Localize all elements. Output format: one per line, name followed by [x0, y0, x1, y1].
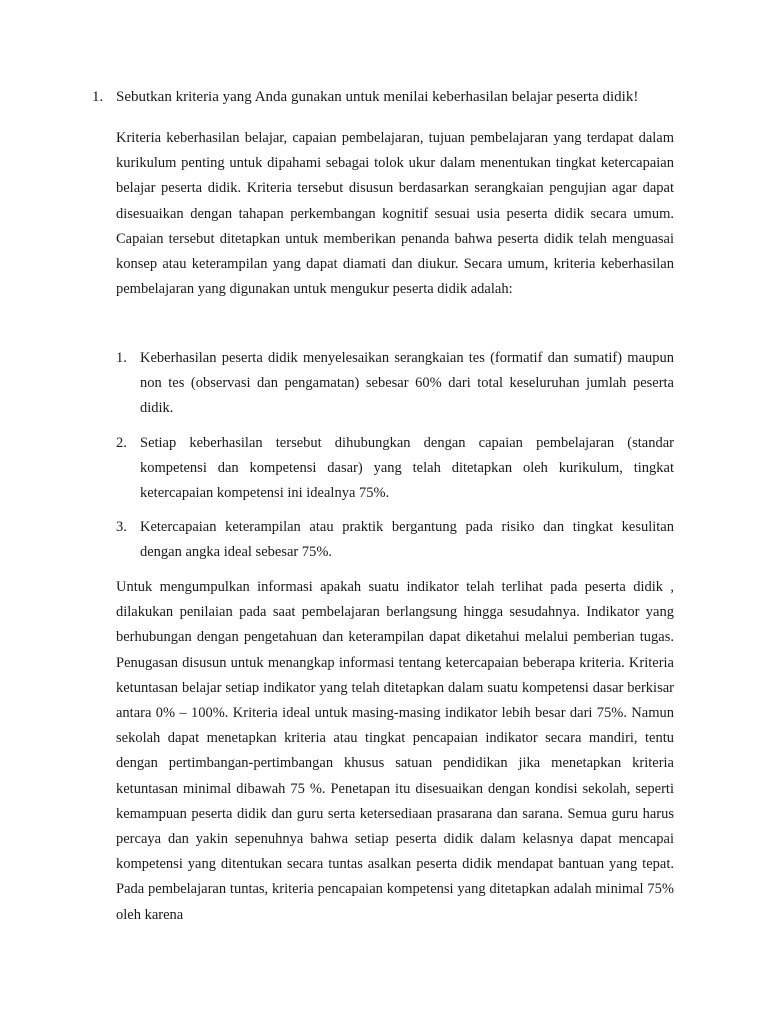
criteria-item [116, 346, 674, 422]
criteria-text: Setiap keberhasilan tersebut dihubungkan dengan capaian pembelajaran (standar kompetensi dan kompetensi dasar) yang telah ditetapkan oleh kurikulum, tingkat ketercapaian kompetensi ini idealnya 75%. [140, 434, 674, 502]
criteria-item [116, 431, 674, 507]
criteria-item [116, 515, 674, 565]
question-item [92, 88, 692, 106]
criteria-number: 1. [116, 350, 127, 366]
answer-paragraph-assessment: Untuk mengumpulkan informasi apakah suatu indikator telah terlihat pada peserta didik , dilakukan penilaian pada saat pembelajaran berlangsung hingga sesudahnya. Indikator yang berhubungan dengan pengetahuan dan keterampilan dapat diketahui melalui pemberian tugas. Penugasan disusun untuk menangkap informasi tentang ketercapaian beberapa kriteria. Kriteria ketuntasan belajar setiap indikator yang telah ditetapkan dalam suatu kompetensi dasar berkisar antara 0% – 100%. Kriteria ideal untuk masing-masing indikator lebih besar dari 75%. Namun sekolah dapat menetapkan kriteria atau tingkat pencapaian indikator secara mandiri, tentu dengan pertimbangan-pertimbangan khusus satuan pendidikan jika menetapkan kriteria ketuntasan minimal dibawah 75 %. Penetapan itu disesuaikan dengan kondisi sekolah, seperti kemampuan peserta didik dan guru serta ketersediaan prasarana dan sarana. Semua guru harus percaya dan yakin sepenuhnya bahwa setiap peserta didik dalam kelasnya dapat mencapai kompetensi yang ditentukan secara tuntas asalkan peserta didik mendapat bantuan yang tepat. Pada pembelajaran tuntas, kriteria pencapaian kompetensi yang ditetapkan adalah minimal 75% oleh karena [116, 579, 674, 923]
answer-paragraph-intro: Kriteria keberhasilan belajar, capaian pembelajaran, tujuan pembelajaran yang terdapat dalam kurikulum penting untuk dipahami sebagai tolok ukur dalam menentukan tingkat ketercapaian belajar peserta didik. Kriteria tersebut disusun berdasarkan serangkaian pengujian agar dapat disesuaikan dengan tahapan perkembangan kognitif sesuai usia peserta didik secara umum. Capaian tersebut ditetapkan untuk memberikan penanda bahwa peserta didik telah menguasai konsep atau keterampilan yang dapat diamati dan diukur. Secara umum, kriteria keberhasilan pembelajaran yang digunakan untuk mengukur peserta didik adalah: [116, 130, 674, 298]
question-number: 1. [92, 89, 104, 105]
criteria-text: Ketercapaian keterampilan atau praktik bergantung pada risiko dan tingkat kesulitan dengan angka ideal sebesar 75%. [140, 519, 674, 561]
criteria-list [116, 346, 674, 575]
question-text: Sebutkan kriteria yang Anda gunakan untuk menilai keberhasilan belajar peserta didik! [116, 89, 639, 105]
criteria-number: 2. [116, 434, 127, 451]
criteria-number: 3. [116, 519, 127, 536]
criteria-text: Keberhasilan peserta didik menyelesaikan serangkaian tes (formatif dan sumatif) maupun non tes (observasi dan pengamatan) sebesar 60% dari total keseluruhan jumlah peserta didik. [140, 350, 674, 417]
